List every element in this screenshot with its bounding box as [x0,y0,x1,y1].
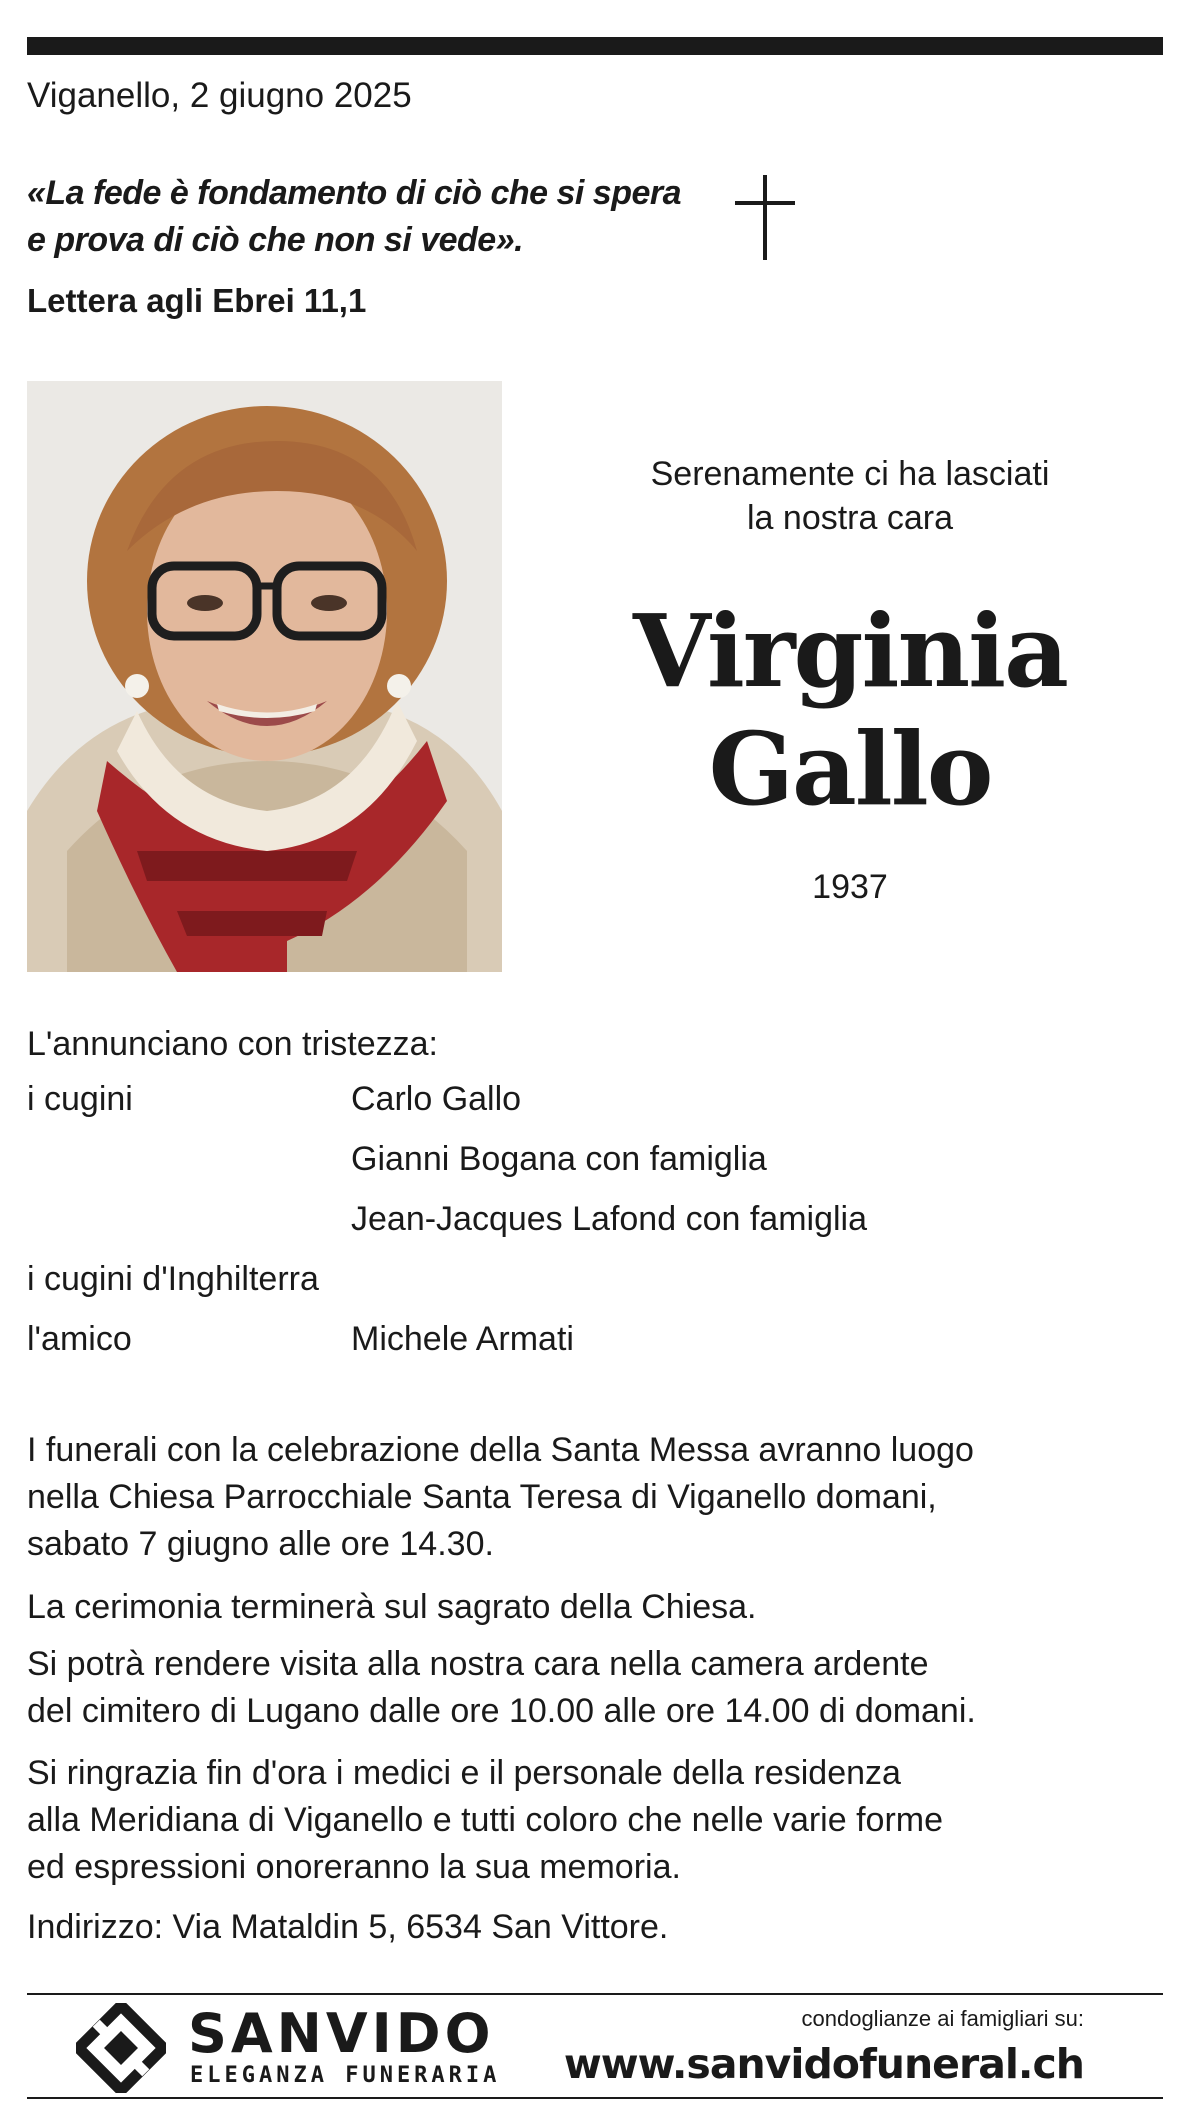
announcement-heading: L'annunciano con tristezza: [27,1025,438,1063]
top-rule [27,37,1163,55]
relative-name: Carlo Gallo [351,1080,522,1118]
intro-line: Serenamente ci ha lasciati [650,455,1050,493]
paragraph-line: I funerali con la celebrazione della Santa Messa avranno luogo [27,1431,974,1469]
list-item [27,1074,1147,1134]
list-item [27,1254,1147,1314]
relation-role: i cugini d'Inghilterra [27,1260,319,1298]
brand-name: SANVIDO [188,2002,495,2065]
paragraph-line: del cimitero di Lugano dalle ore 10.00 alle ore 14.00 di domani. [27,1692,976,1730]
deceased-name [560,592,1140,828]
quote-line: «La fede è fondamento di ciò che si spera [27,174,682,212]
relative-name: Jean-Jacques Lafond con famiglia [351,1200,867,1238]
brand-tagline: ELEGANZA FUNERARIA [190,2063,501,2088]
footer-rule-bottom [27,2097,1163,2099]
paragraph-line: Si ringrazia fin d'ora i medici e il personale della residenza [27,1754,901,1792]
last-name: Gallo [708,710,992,828]
list-item [27,1194,1147,1254]
paragraph-line: nella Chiesa Parrocchiale Santa Teresa di Viganello domani, [27,1478,937,1516]
relative-name: Michele Armati [351,1320,574,1358]
funeral-paragraph [27,1427,1147,1568]
quote-line: e prova di ciò che non si vede». [27,221,524,259]
address-line: Indirizzo: Via Mataldin 5, 6534 San Vittore. [27,1908,669,1946]
condolences-label: condoglianze ai famigliari su: [801,2006,1084,2031]
list-item [27,1314,1147,1374]
portrait-photo [27,381,502,972]
first-name: Virginia [633,592,1067,710]
thanks-paragraph [27,1750,1147,1891]
portrait-illustration [27,381,502,972]
list-item [27,1134,1147,1194]
ceremony-paragraph: La cerimonia terminerà sul sagrato della Chiesa. [27,1588,757,1626]
relatives-list [27,1074,1147,1374]
paragraph-line: alla Meridiana di Viganello e tutti coloro che nelle varie forme [27,1801,943,1839]
relation-role: l'amico [27,1320,132,1358]
birth-year: 1937 [812,868,888,906]
footer-rule-top [27,1993,1163,1995]
quote-source: Lettera agli Ebrei 11,1 [27,282,367,319]
scripture-quote [27,170,681,264]
paragraph-line: Si potrà rendere visita alla nostra cara nella camera ardente [27,1645,929,1683]
paragraph-line: sabato 7 giugno alle ore 14.30. [27,1525,494,1563]
date-line: Viganello, 2 giugno 2025 [27,76,412,115]
paragraph-line: ed espressioni onoreranno la sua memoria. [27,1848,681,1886]
sanvido-logo-icon [76,2003,166,2093]
visit-paragraph [27,1641,1147,1735]
intro-text [560,452,1140,540]
relation-role: i cugini [27,1080,133,1118]
relative-name: Gianni Bogana con famiglia [351,1140,767,1178]
intro-line: la nostra cara [747,499,953,537]
cross-icon [735,175,795,260]
condolences-link[interactable]: www.sanvidofuneral.ch [563,2040,1084,2088]
